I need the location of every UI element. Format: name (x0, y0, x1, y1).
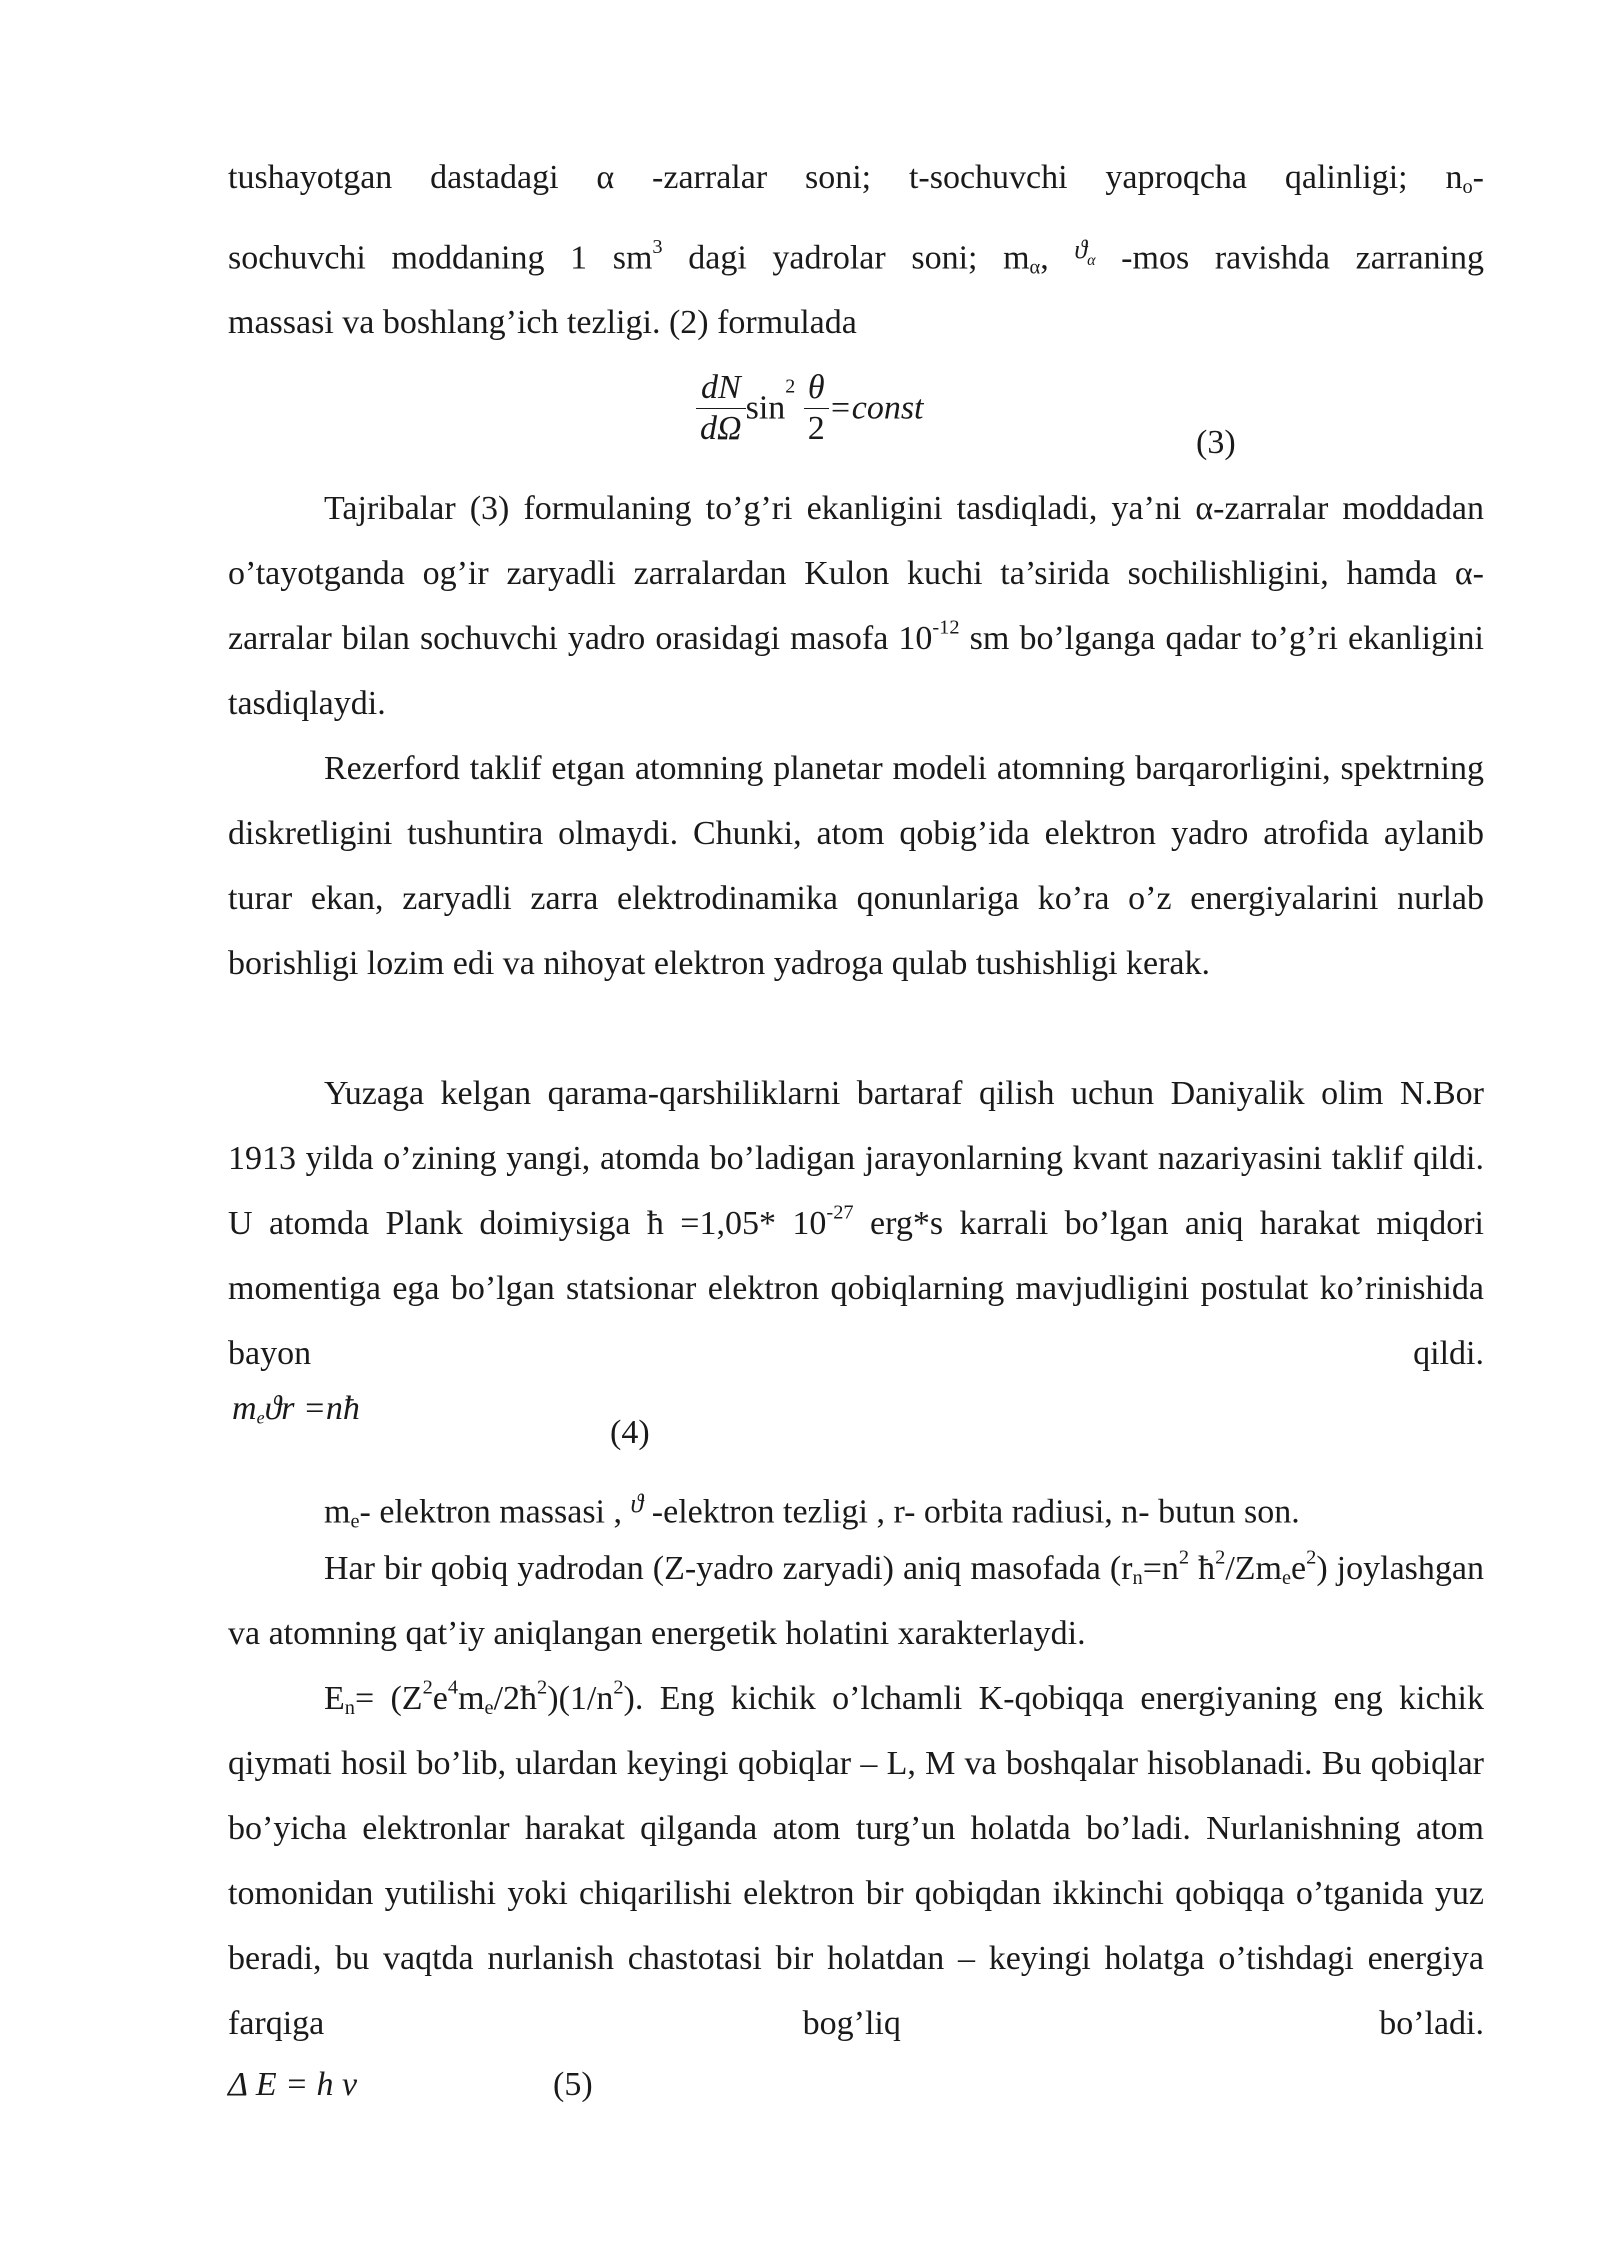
line (228, 145, 1484, 210)
line: massasi va boshlang’ich tezligi. (2) formulada (228, 304, 857, 342)
paragraph-energy (228, 1666, 1484, 2056)
numerator: θ (804, 368, 829, 409)
superscript: 3 (652, 236, 663, 259)
paragraph-text (228, 1666, 1484, 2056)
text: e (1291, 1550, 1307, 1587)
subscript: o (1462, 176, 1473, 199)
subscript: n (1132, 1567, 1143, 1590)
text: /2ħ (493, 1680, 538, 1717)
superscript: 2 (537, 1676, 548, 1699)
subscript: e (256, 1407, 265, 1428)
fraction-theta-2 (804, 368, 829, 449)
text: - (1472, 159, 1484, 196)
superscript: -27 (826, 1201, 854, 1224)
text: E (324, 1680, 345, 1717)
mass-symbol: m (232, 1390, 257, 1427)
text: Yuzaga kelgan qarama-qarshiliklarni bartaraf qilish uchun Daniyalik olim N.Bor 1913 yilda o’zining yangi, atomda bo’ladigan jarayonlarning kvant nazariyasini taklif qildi. U atomda Plank doimiysiga ħ =1,05* 10 (228, 1075, 1484, 1242)
denominator: dΩ (700, 410, 742, 447)
subscript: e (350, 1510, 360, 1533)
text: ). Eng kichik o’lchamli K-qobiqqa energiyaning eng kichik qiymati hosil bo’lib, ulardan keyingi qobiqlar – L, M va boshqalar hisoblanadi. Bu qobiqlar bo’yicha elektronlar harakat qilganda atom turg’un holatda bo’ladi. Nurlanishning atom tomonidan yutilishi yoki chiqarilishi elektron bir qobiqdan ikkinchi qobiqqa o’tganida yuz beradi, bu vaqtda nurlanish chastotasi bir holatdan – keyingi holatga o’tishdagi energiya farqiga bog’liq bo’ladi. (228, 1680, 1484, 2042)
subscript: e (484, 1697, 494, 1720)
equation-number: (5) (553, 2066, 593, 2103)
text: sm bo’lganga qadar to’g’ri ekanligini tasdiqlaydi. (228, 620, 1484, 722)
superscript: 2 (785, 375, 796, 398)
text: dagi yadrolar soni; m (662, 239, 1030, 277)
text: sochuvchi moddaning 1 sm (228, 239, 653, 277)
text: erg*s karrali bo’lgan aniq harakat miqdori momentiga ega bo’lgan statsionar elektron qobiqlarning mavjudligini postulat ko’rinishida bayon qildi. (228, 1205, 1484, 1372)
text: m (458, 1680, 485, 1717)
paragraph-experiments (228, 476, 1484, 736)
superscript: 4 (447, 1676, 459, 1699)
superscript: 2 (1215, 1546, 1226, 1569)
text: m (324, 1493, 351, 1531)
theta-symbol: ϑ (630, 1489, 644, 1518)
superscript: 2 (613, 1676, 624, 1699)
paragraph-definitions (228, 1471, 1484, 1544)
fraction-dn-domega (696, 368, 746, 449)
text: =n (1142, 1550, 1179, 1587)
formula-4 (232, 1390, 360, 1428)
equation-number: (4) (610, 1414, 650, 1451)
paragraph-text (228, 1536, 1484, 1666)
text: /Zm (1225, 1550, 1282, 1587)
rhs: ϑr =nħ (264, 1390, 360, 1427)
theta-symbol: ϑ (1074, 235, 1088, 264)
paragraph-text (228, 476, 1484, 736)
sin-function: sin (745, 389, 786, 427)
formula-5: Δ E = h ν (228, 2066, 358, 2103)
text: ħ (1189, 1550, 1216, 1587)
superscript: 2 (422, 1676, 433, 1699)
text: tushayotgan dastadagi α -zarralar soni; t-sochuvchi yaproqcha qalinligi; n (228, 159, 1463, 196)
subscript: e (1281, 1567, 1292, 1590)
text: Har bir qobiq yadrodan (Z-yadro zaryadi) aniq masofada (r (324, 1550, 1133, 1587)
paragraph-text (228, 1061, 1484, 1386)
text: )(1/n (547, 1680, 614, 1717)
paragraph-rutherford (228, 736, 1484, 996)
subscript: n (344, 1697, 355, 1720)
paragraph-shells (228, 1536, 1484, 1666)
subscript: α (1087, 252, 1096, 270)
text: -elektron tezligi , r- orbita radiusi, n- butun son. (643, 1493, 1300, 1531)
paragraph-intro (228, 145, 1484, 348)
text: = (Z (354, 1680, 423, 1717)
superscript: 2 (1306, 1546, 1317, 1569)
text: -mos ravishda zarraning (1095, 239, 1484, 277)
text: Tajribalar (3) formulaning to’g’ri ekanligini tasdiqladi, ya’ni α-zarralar moddadan o’tayotganda og’ir zaryadli zarralardan Kulon kuchi ta’sirida sochilishligini, hamda α-zarralar bilan sochuvchi yadro orasidagi masofa 10 (228, 490, 1484, 657)
subscript: α (1029, 256, 1041, 279)
line (228, 210, 1484, 298)
numerator: dN (696, 368, 746, 409)
text: , (1040, 239, 1075, 277)
rhs: =const (828, 389, 924, 427)
equation-number: (3) (1196, 424, 1236, 461)
superscript: -12 (932, 616, 960, 639)
paragraph-text (228, 1471, 1484, 1544)
superscript: 2 (1178, 1546, 1190, 1569)
paragraph-bohr (228, 1061, 1484, 1386)
denominator: 2 (807, 410, 825, 447)
paragraph-text: Rezerford taklif etgan atomning planetar modeli atomning barqarorligini, spektrning diskretligini tushuntira olmaydi. Chunki, atom qobig’ida elektron yadro atrofida aylanib turar ekan, zaryadli zarra elektrodinamika qonunlariga ko’ra o’z energiyalarini nurlab borishligi lozim edi va nihoyat elektron yadroga qulab tushishligi kerak. (228, 750, 1484, 982)
formula-3 (696, 368, 924, 449)
text: ) joylashgan va atomning qat’iy aniqlangan energetik holatini xarakterlaydi. (228, 1550, 1484, 1652)
text: - elektron massasi , (359, 1493, 631, 1531)
text: e (432, 1680, 448, 1717)
